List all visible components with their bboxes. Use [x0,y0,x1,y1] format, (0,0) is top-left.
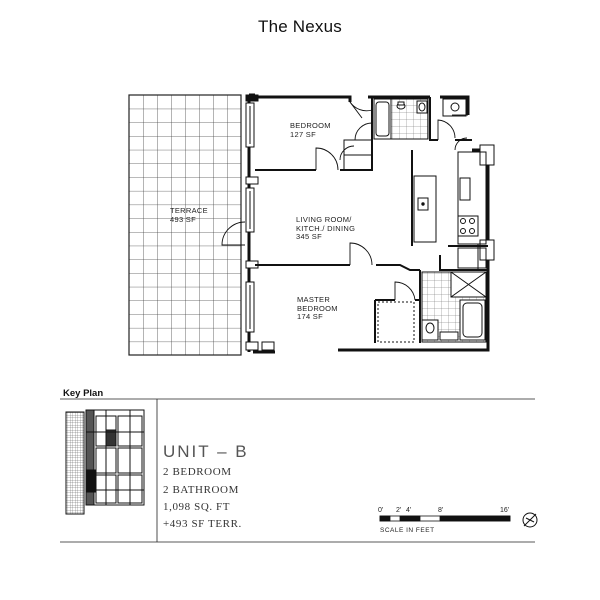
room-label-terrace [170,207,208,224]
living-name-1: LIVING ROOM/ [296,215,352,224]
bedroom-area: 127 SF [290,129,316,139]
living-area: 345 SF [296,232,322,241]
bathroom-1 [374,99,466,139]
master-name-1: MASTER [297,295,331,304]
closets [344,140,372,170]
living-name-2: KITCH./ DINING [296,223,356,233]
unit-bedrooms: 2 BEDROOM [163,466,232,478]
scale-tick: 8' [438,507,444,514]
unit-area: 1,098 SQ. FT [163,501,231,513]
unit-name: UNIT – B [163,442,249,461]
unit-bathrooms: 2 BATHROOM [163,484,239,496]
door-swings [222,102,468,300]
scale-tick: 4' [406,507,412,514]
scale-tick: 2' [396,507,402,514]
master-name-2: BEDROOM [297,303,338,313]
key-plan-title: Key Plan [63,388,104,399]
room-label-living [296,216,355,242]
room-label-master [297,296,338,322]
terrace-area: 493 SF [170,214,196,224]
room-label-bedroom [290,122,331,139]
terrace-name: TERRACE [170,206,208,215]
scale-tick: 0' [378,507,384,514]
key-plan [62,402,157,542]
scale-bar [380,516,510,521]
master-area: 174 SF [297,312,323,321]
scale-caption: SCALE IN FEET [380,527,435,534]
bedroom-name: BEDROOM [290,121,331,130]
plan-title: The Nexus [257,17,342,36]
unit-terrace: +493 SF TERR. [163,518,242,530]
north-arrow-icon [523,513,537,527]
scale-tick: 16' [500,507,510,514]
terrace-area [129,95,241,355]
kitchen [414,152,486,270]
bathroom-2 [378,272,486,342]
